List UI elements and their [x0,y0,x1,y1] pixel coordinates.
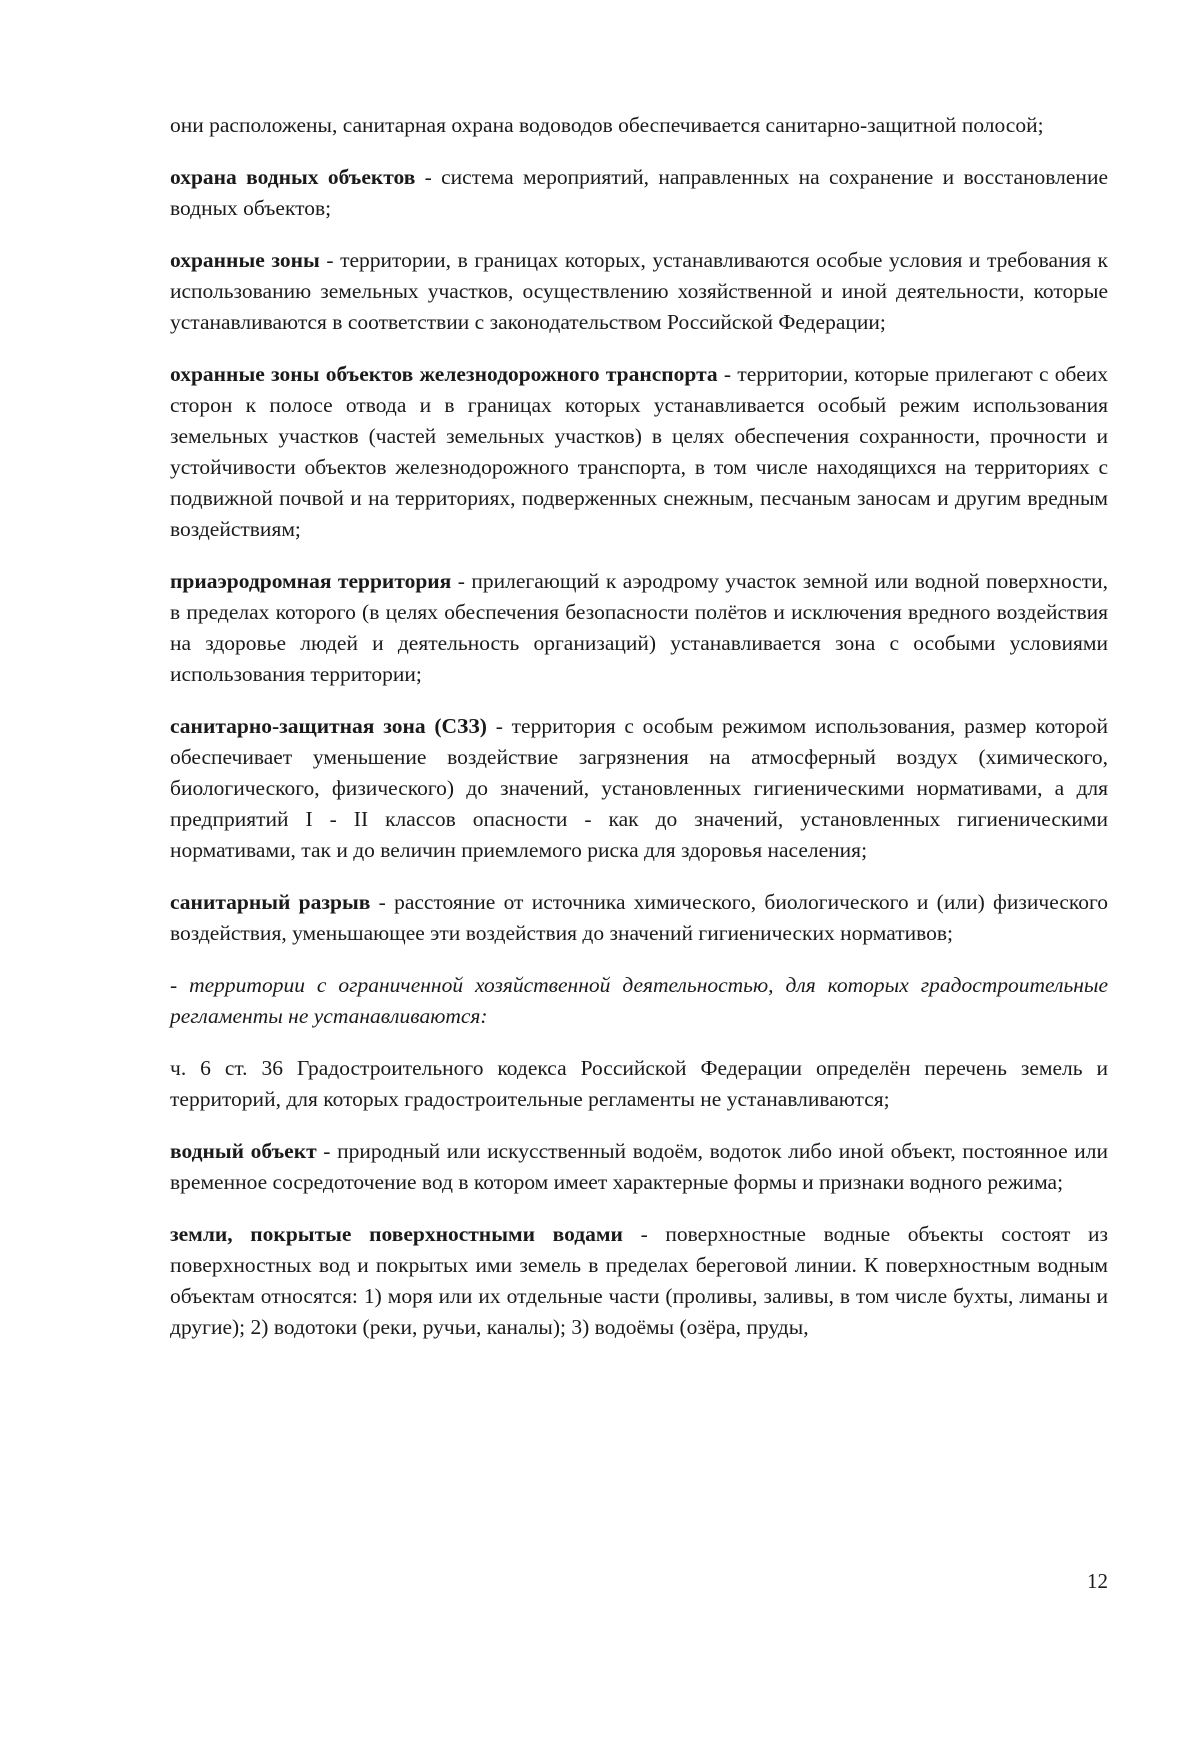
definition: они расположены, санитарная охрана водоводов обеспечивается санитарно-защитной полосой; [170,113,1044,137]
paragraph-definition [170,245,1108,338]
definition: ч. 6 ст. 36 Градостроительного кодекса Российской Федерации определён перечень земель и территорий, для которых градостроительные регламенты не устанавливаются; [170,1056,1108,1111]
paragraph-definition [170,566,1108,690]
definition: - прилегающий к аэродрому участок земной или водной поверхности, в пределах которого (в целях обеспечения безопасности полётов и исключения вредного воздействия на здоровье людей и деятельность организаций) устанавливается зона с особыми условиями использования территории; [170,569,1108,686]
term: земли, покрытые поверхностными водами [170,1222,623,1246]
term: приаэродромная территория [170,569,452,593]
paragraph-definition [170,887,1108,949]
definition: - поверхностные водные объекты состоят из поверхностных вод и покрытых ими земель в пределах береговой линии. К поверхностным водным объектам относятся: 1) моря или их отдельные части (проливы, заливы, в том числе бухты, лиманы и другие); 2) водотоки (реки, ручьи, каналы); 3) водоёмы (озёра, пруды, [170,1222,1108,1339]
paragraph-definition [170,359,1108,545]
definition: - природный или искусственный водоём, водоток либо иной объект, постоянное или временное сосредоточение вод в котором имеет характерные формы и признаки водного режима; [170,1139,1108,1194]
paragraph-intro [170,110,1108,141]
definition: - территории, в границах которых, устанавливаются особые условия и требования к использованию земельных участков, осуществлению хозяйственной и иной деятельности, которые устанавливаются в соответствии с законодательством Российской Федерации; [170,248,1108,334]
paragraph-definition [170,1136,1108,1198]
document-body [170,110,1108,1364]
term: санитарный разрыв [170,890,371,914]
term: санитарно-защитная зона (СЗЗ) [170,714,487,738]
term: водный объект [170,1139,317,1163]
term: охранные зоны [170,248,320,272]
paragraph-definition [170,1219,1108,1343]
definition: - территории, которые прилегают с обеих сторон к полосе отвода и в границах которых устанавливается особый режим использования земельных участков (частей земельных участков) в целях обеспечения сохранности, прочности и устойчивости объектов железнодорожного транспорта, в том числе находящихся на территориях с подвижной почвой и на территориях, подверженных снежным, песчаным заносам и другим вредным воздействиям; [170,362,1108,541]
definition: - расстояние от источника химического, биологического и (или) физического воздействия, уменьшающее эти воздействия до значений гигиенических нормативов; [170,890,1109,945]
definition: - территория с особым режимом использования, размер которой обеспечивает уменьшение воздействие загрязнения на атмосферный воздух (химического, биологического, физического) до значений, установленных гигиеническими нормативами, а для предприятий I - II классов опасности - как до значений, установленных гигиеническими нормативами, так и до величин приемлемого риска для здоровья населения; [170,714,1108,862]
term: охрана водных объектов [170,165,416,189]
paragraph-definition [170,711,1108,866]
definition: - система мероприятий, направленных на сохранение и восстановление водных объектов; [170,165,1108,220]
paragraph-intro [170,1053,1108,1115]
paragraph-definition [170,162,1108,224]
italic-subheading: - территории с ограниченной хозяйственной деятельностью, для которых градостроительные регламенты не устанавливаются: [170,973,1108,1028]
term: охранные зоны объектов железнодорожного транспорта [170,362,718,386]
page-number: 12 [1087,1569,1108,1593]
